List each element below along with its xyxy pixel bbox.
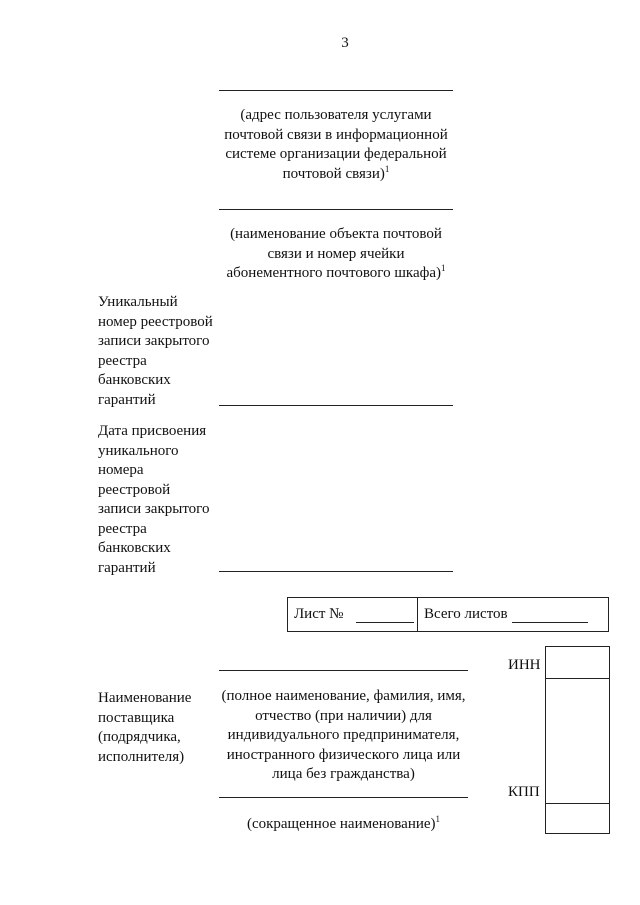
address-field-line — [219, 90, 453, 91]
total-sheets-field — [512, 608, 588, 623]
registry-number-field-line — [219, 405, 453, 406]
kpp-label: КПП — [508, 784, 540, 800]
inn-label: ИНН — [508, 657, 541, 673]
total-sheets-cell — [418, 598, 608, 631]
supplier-short-name-field-line — [219, 797, 468, 798]
postal-object-caption-text: (наименование объекта почтовой связи и номер ячейки абонементного почтового шкафа) — [226, 226, 442, 281]
sheet-number-label: Лист № — [294, 606, 344, 622]
kpp-cell — [546, 803, 609, 834]
footnote-mark: 1 — [440, 263, 446, 273]
sheet-number-field — [356, 608, 414, 623]
registry-number-label: Уникальный номер реестровой записи закрытого реестра банковских гарантий — [98, 294, 213, 408]
postal-object-caption — [219, 225, 453, 284]
total-sheets-label: Всего листов — [424, 606, 508, 622]
registry-date-field-line — [219, 571, 453, 572]
codes-box — [545, 646, 610, 834]
address-caption-text: (адрес пользователя услугами почтовой связи в информационной системе организации федеральной почтовой связи) — [224, 107, 448, 182]
inn-cell — [546, 647, 609, 679]
address-caption — [219, 106, 453, 184]
supplier-label: Наименование поставщика (подрядчика, исполнителя) — [98, 690, 192, 765]
supplier-full-caption: (полное наименование, фамилия, имя, отчество (при наличии) для индивидуального предпринимателя, иностранного физического лица или лица без гражданства) — [221, 688, 466, 782]
page-number: 3 — [341, 35, 349, 51]
supplier-short-caption — [219, 815, 468, 835]
sheet-number-cell — [288, 598, 418, 631]
supplier-full-name-field-line — [219, 670, 468, 671]
supplier-short-caption-text: (сокращенное наименование) — [246, 816, 436, 832]
footnote-mark: 1 — [384, 163, 390, 174]
registry-date-label: Дата присвоения уникального номера реестровой записи закрытого реестра банковских гарантий — [98, 423, 210, 576]
postal-object-field-line — [219, 209, 453, 210]
footnote-mark: 1 — [435, 814, 441, 824]
sheet-box — [287, 597, 609, 632]
